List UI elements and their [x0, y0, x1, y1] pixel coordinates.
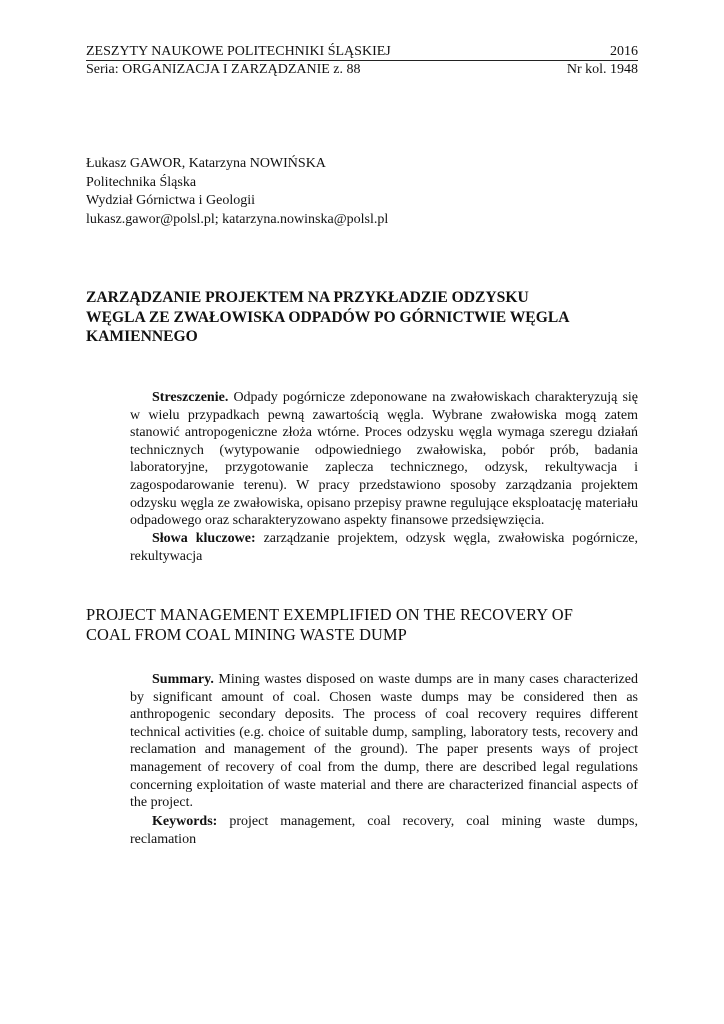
title-pl-line-1: ZARZĄDZANIE PROJEKTEM NA PRZYKŁADZIE ODZYSKU	[86, 289, 529, 306]
abstract-pl-label: Streszczenie.	[152, 390, 229, 405]
abstract-en-text: Mining wastes disposed on waste dumps are in many cases characterized by significant amount of coal. Chosen waste dumps may be considered then as anthropogenic secondary deposits. The process of coal recovery requires different technical activities (e.g. choice of suitable dump, sampling, laboratory tests, recovery and reclamation and management of the ground). The paper presents ways of project management of recovery of coal from the dump, there are described legal regulations concerning exploitation of waste material and there are characterized financial aspects of the project.	[130, 672, 638, 811]
abstract-pl-text: Odpady pogórnicze zdeponowane na zwałowiskach charakteryzują się w wielu przypadkach pewną zawartością węgla. Wybrane zwałowiska mogą zatem stanowić antropogeniczne złoża wtórne. Proces odzysku węgla wymaga szeregu działań technicznych (wytypowanie odpowiedniego zwałowiska, pobór prób, badania laboratoryjne, przygotowanie zaplecza technicznego, odzysk, rekultywacja i zagospodarowanie terenu). W pracy przedstawiono sposoby zarządzania projektem odzysku węgla ze zwałowiska, opisano przepisy prawne regulujące eksploatację materiału odpadowego oraz scharakteryzowano aspekty finansowe przedsięwzięcia.	[130, 390, 638, 529]
issue-number: Nr kol. 1948	[566, 62, 638, 77]
title-pl-line-2: WĘGLA ZE ZWAŁOWISKA ODPADÓW PO GÓRNICTWIE WĘGLA	[86, 308, 570, 326]
author-block	[86, 155, 388, 229]
keywords-polish	[130, 530, 638, 565]
title-pl-line-3: KAMIENNEGO	[86, 328, 198, 346]
keywords-english	[130, 813, 638, 848]
paper-title-english	[86, 605, 646, 645]
series-name: Seria: ORGANIZACJA I ZARZĄDZANIE z. 88	[86, 62, 361, 77]
abstract-english	[130, 671, 638, 812]
keywords-pl-label: Słowa kluczowe:	[152, 531, 256, 546]
keywords-en-label: Keywords:	[152, 814, 218, 829]
author-emails: lukasz.gawor@polsl.pl; katarzyna.nowinska@polsl.pl	[86, 211, 389, 227]
journal-name: ZESZYTY NAUKOWE POLITECHNIKI ŚLĄSKIEJ	[86, 44, 391, 59]
author-names: Łukasz GAWOR, Katarzyna NOWIŃSKA	[86, 156, 326, 171]
title-en-line-1: PROJECT MANAGEMENT EXEMPLIFIED ON THE RECOVERY OF	[86, 605, 573, 624]
header-row-journal	[86, 43, 638, 60]
keywords-en-text: project management, coal recovery, coal mining waste dumps, reclamation	[130, 814, 639, 847]
paper-title-polish	[86, 288, 646, 347]
abstract-polish	[130, 389, 638, 530]
header-row-series	[86, 61, 638, 78]
abstract-en-label: Summary.	[152, 672, 214, 687]
keywords-pl-text: zarządzanie projektem, odzysk węgla, zwałowiska pogórnicze, rekultywacja	[130, 531, 639, 564]
author-faculty: Wydział Górnictwa i Geologii	[86, 193, 256, 208]
author-university: Politechnika Śląska	[86, 174, 197, 190]
journal-year: 2016	[610, 44, 638, 59]
title-en-line-2: COAL FROM COAL MINING WASTE DUMP	[86, 625, 407, 644]
